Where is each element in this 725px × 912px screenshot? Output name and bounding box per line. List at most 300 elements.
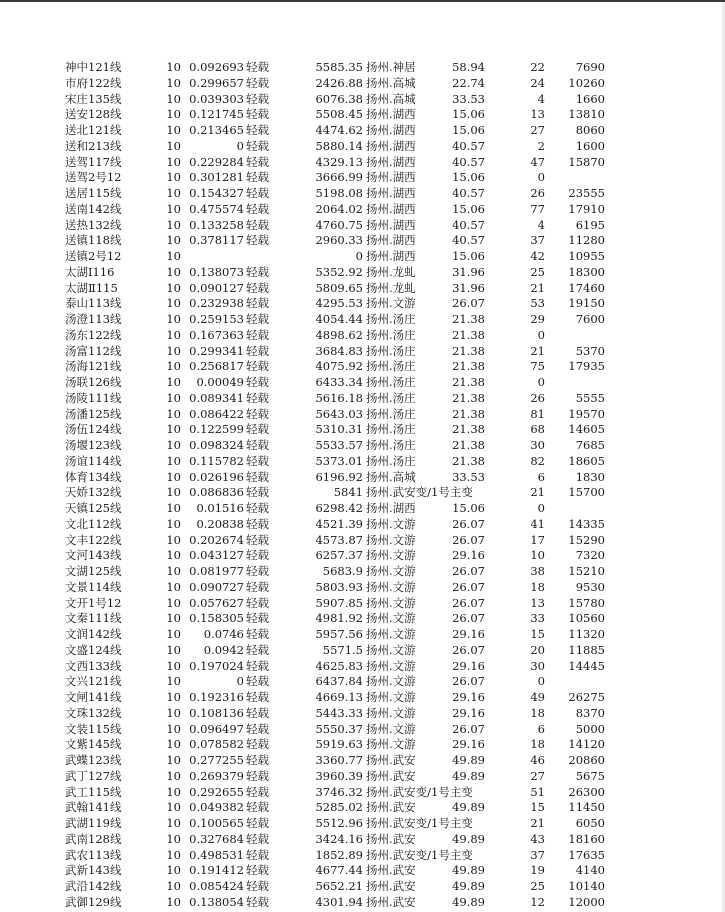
cell-substation: 扬州.武安 xyxy=(366,768,416,783)
cell-line-name: 送居115线 xyxy=(65,186,122,200)
cell-load-status: 轻载 xyxy=(246,359,269,374)
cell-substation: 扬州.汤庄 xyxy=(366,422,416,437)
cell-load-rate: 0.092693 xyxy=(189,60,244,74)
cell-length: 4474.62 xyxy=(315,123,363,137)
cell-line-name: 武沿142线 xyxy=(65,879,122,893)
cell-load-status: 轻载 xyxy=(246,800,269,815)
cell-voltage: 10 xyxy=(166,548,181,563)
cell-voltage: 10 xyxy=(166,422,181,437)
cell-substation: 扬州.武安变/1号主变 xyxy=(366,485,473,500)
cell-line-name: 送安128线 xyxy=(65,107,122,122)
table-row xyxy=(0,863,725,879)
cell-substation: 扬州.汤庄 xyxy=(366,359,416,374)
cell-load-status: 轻载 xyxy=(246,847,269,862)
cell-length: 5533.57 xyxy=(315,438,363,452)
cell-load-status: 轻载 xyxy=(246,894,269,909)
cell-load-rate: 0.121745 xyxy=(189,107,244,122)
table-row xyxy=(0,690,725,706)
table-row xyxy=(0,517,725,533)
cell-count: 0 xyxy=(537,327,545,342)
cell-load-status: 轻载 xyxy=(246,705,269,720)
cell-percent: 21.38 xyxy=(452,312,485,326)
cell-count: 0 xyxy=(537,501,545,515)
cell-load-rate: 0.269379 xyxy=(189,768,244,783)
cell-line-name: 宋庄135线 xyxy=(65,91,122,106)
table-row xyxy=(0,895,725,911)
cell-line-name: 汤富112线 xyxy=(65,343,122,358)
cell-voltage: 10 xyxy=(166,233,181,248)
cell-load-status: 轻载 xyxy=(246,170,269,185)
cell-load-status: 轻载 xyxy=(246,579,269,594)
cell-percent: 29.16 xyxy=(452,690,485,704)
cell-voltage: 10 xyxy=(166,343,181,358)
cell-load-status: 轻载 xyxy=(246,264,269,279)
cell-load-rate: 0.00049 xyxy=(196,375,244,389)
table-row xyxy=(0,202,725,218)
cell-count: 53 xyxy=(530,296,545,311)
cell-length: 5571.5 xyxy=(322,642,363,657)
cell-line-name: 武御129线 xyxy=(65,894,122,909)
cell-voltage: 10 xyxy=(166,123,181,137)
cell-length: 4625.83 xyxy=(315,658,363,673)
cell-count: 25 xyxy=(530,264,545,279)
cell-voltage: 10 xyxy=(166,627,181,641)
cell-line-name: 武蝶123线 xyxy=(65,753,122,767)
cell-load-status: 轻载 xyxy=(246,327,269,342)
cell-capacity: 13810 xyxy=(568,107,605,122)
cell-voltage: 10 xyxy=(166,894,181,909)
cell-load-status: 轻载 xyxy=(246,453,269,468)
cell-line-name: 武农113线 xyxy=(65,847,122,862)
cell-substation: 扬州.高城 xyxy=(366,75,416,90)
cell-length: 5880.14 xyxy=(315,138,363,153)
table-row xyxy=(0,391,725,407)
cell-length: 5683.9 xyxy=(322,564,363,578)
cell-substation: 扬州.湖西 xyxy=(366,186,416,200)
cell-substation: 扬州.武安 xyxy=(366,831,416,846)
cell-voltage: 10 xyxy=(166,768,181,783)
cell-count: 13 xyxy=(530,107,545,122)
table-row xyxy=(0,344,725,360)
cell-percent: 31.96 xyxy=(452,280,485,295)
cell-voltage: 10 xyxy=(166,186,181,200)
cell-load-status: 轻载 xyxy=(246,60,269,74)
cell-percent: 22.74 xyxy=(452,75,485,90)
cell-count: 27 xyxy=(530,123,545,137)
cell-load-status: 轻载 xyxy=(246,642,269,657)
cell-load-rate: 0.154327 xyxy=(189,186,244,200)
cell-percent: 49.89 xyxy=(452,768,485,783)
cell-voltage: 10 xyxy=(166,705,181,720)
cell-load-status: 轻载 xyxy=(246,863,269,878)
cell-capacity: 14445 xyxy=(568,658,605,673)
cell-load-status: 轻载 xyxy=(246,123,269,137)
cell-line-name: 送驾117线 xyxy=(65,154,122,169)
cell-length: 5907.85 xyxy=(315,595,363,610)
cell-substation: 扬州.湖西 xyxy=(366,201,416,216)
cell-load-status: 轻载 xyxy=(246,595,269,610)
cell-line-name: 市府122线 xyxy=(65,75,122,90)
cell-substation: 扬州.文游 xyxy=(366,658,416,673)
cell-substation: 扬州.湖西 xyxy=(366,233,416,248)
cell-percent: 21.38 xyxy=(452,390,485,405)
cell-capacity: 10260 xyxy=(568,75,605,90)
cell-line-name: 武丁127线 xyxy=(65,768,122,783)
cell-length: 4521.39 xyxy=(315,516,363,531)
cell-length: 5285.02 xyxy=(315,800,363,815)
cell-count: 22 xyxy=(530,60,545,74)
cell-substation: 扬州.汤庄 xyxy=(366,327,416,342)
cell-substation: 扬州.武安变/1号主变 xyxy=(366,847,473,862)
cell-voltage: 10 xyxy=(166,453,181,468)
cell-length: 5957.56 xyxy=(315,627,363,641)
cell-line-name: 汤伍124线 xyxy=(65,422,122,437)
cell-length: 5585.35 xyxy=(315,60,363,74)
cell-voltage: 10 xyxy=(166,217,181,232)
cell-count: 68 xyxy=(530,422,545,437)
cell-load-rate: 0.057627 xyxy=(189,595,244,610)
cell-line-name: 文景114线 xyxy=(65,579,122,594)
cell-line-name: 太湖Ⅱ115 xyxy=(65,280,118,295)
table-row xyxy=(0,438,725,454)
cell-capacity: 20860 xyxy=(568,753,605,767)
cell-load-rate: 0.026196 xyxy=(189,469,244,484)
cell-capacity: 7685 xyxy=(575,438,605,452)
cell-count: 77 xyxy=(530,201,545,216)
table-row xyxy=(0,753,725,769)
cell-count: 6 xyxy=(537,469,545,484)
cell-count: 27 xyxy=(530,768,545,783)
cell-voltage: 10 xyxy=(166,390,181,405)
cell-line-name: 送镇2号12 xyxy=(65,249,122,263)
table-row xyxy=(0,186,725,202)
cell-load-rate: 0.0942 xyxy=(203,642,244,657)
cell-load-status: 轻载 xyxy=(246,186,269,200)
cell-line-name: 文北112线 xyxy=(65,516,122,531)
cell-voltage: 10 xyxy=(166,753,181,767)
cell-count: 30 xyxy=(530,658,545,673)
cell-capacity: 11450 xyxy=(568,800,605,815)
cell-count: 0 xyxy=(537,170,545,185)
cell-length: 6433.34 xyxy=(315,375,363,389)
top-border xyxy=(0,0,725,2)
table-row xyxy=(0,281,725,297)
cell-count: 18 xyxy=(530,579,545,594)
cell-load-rate: 0.232938 xyxy=(189,296,244,311)
cell-substation: 扬州.武安变/1号主变 xyxy=(366,784,473,799)
cell-substation: 扬州.武安 xyxy=(366,753,416,767)
cell-percent: 33.53 xyxy=(452,91,485,106)
cell-substation: 扬州.武安 xyxy=(366,894,416,909)
cell-load-status: 轻载 xyxy=(246,390,269,405)
cell-load-rate: 0.229284 xyxy=(189,154,244,169)
cell-count: 18 xyxy=(530,705,545,720)
cell-load-status: 轻载 xyxy=(246,674,269,689)
cell-load-status: 轻载 xyxy=(246,501,269,515)
cell-voltage: 10 xyxy=(166,359,181,374)
cell-length: 5373.01 xyxy=(315,453,363,468)
cell-length: 4677.44 xyxy=(315,863,363,878)
cell-count: 13 xyxy=(530,595,545,610)
cell-substation: 扬州.文游 xyxy=(366,611,416,626)
cell-length: 4075.92 xyxy=(315,359,363,374)
cell-load-status: 轻载 xyxy=(246,217,269,232)
cell-load-rate: 0.01516 xyxy=(196,501,244,515)
cell-voltage: 10 xyxy=(166,847,181,862)
cell-voltage: 10 xyxy=(166,642,181,657)
cell-substation: 扬州.汤庄 xyxy=(366,438,416,452)
cell-percent: 15.06 xyxy=(452,123,485,137)
cell-capacity: 10560 xyxy=(568,611,605,626)
cell-line-name: 文湖125线 xyxy=(65,564,122,578)
cell-line-name: 文西133线 xyxy=(65,658,122,673)
cell-length: 6298.42 xyxy=(315,501,363,515)
table-row xyxy=(0,218,725,234)
cell-count: 46 xyxy=(530,753,545,767)
cell-length: 3746.32 xyxy=(315,784,363,799)
cell-voltage: 10 xyxy=(166,107,181,122)
cell-percent: 21.38 xyxy=(452,375,485,389)
cell-voltage: 10 xyxy=(166,280,181,295)
cell-length: 1852.89 xyxy=(315,847,363,862)
cell-length: 5616.18 xyxy=(315,390,363,405)
cell-load-rate: 0.138054 xyxy=(189,894,244,909)
table-row xyxy=(0,879,725,895)
cell-voltage: 10 xyxy=(166,60,181,74)
cell-load-rate: 0.086836 xyxy=(189,485,244,500)
cell-substation: 扬州.文游 xyxy=(366,564,416,578)
cell-count: 51 xyxy=(530,784,545,799)
cell-line-name: 神中121线 xyxy=(65,60,122,74)
cell-capacity: 18160 xyxy=(568,831,605,846)
table-row xyxy=(0,92,725,108)
cell-load-rate: 0.049382 xyxy=(189,800,244,815)
cell-substation: 扬州.汤庄 xyxy=(366,375,416,389)
cell-voltage: 10 xyxy=(166,375,181,389)
cell-length: 4760.75 xyxy=(315,217,363,232)
cell-percent: 15.06 xyxy=(452,501,485,515)
cell-substation: 扬州.文游 xyxy=(366,690,416,704)
cell-substation: 扬州.湖西 xyxy=(366,249,416,263)
cell-load-rate: 0 xyxy=(236,138,244,153)
cell-load-rate: 0.090727 xyxy=(189,579,244,594)
cell-percent: 58.94 xyxy=(452,60,485,74)
cell-line-name: 武南128线 xyxy=(65,831,122,846)
cell-capacity: 19570 xyxy=(568,406,605,421)
cell-count: 21 xyxy=(530,280,545,295)
cell-count: 21 xyxy=(530,816,545,830)
table-row xyxy=(0,265,725,281)
cell-capacity: 14605 xyxy=(568,422,605,437)
cell-length: 4669.13 xyxy=(315,690,363,704)
cell-length: 3424.16 xyxy=(315,831,363,846)
cell-capacity: 19150 xyxy=(568,296,605,311)
cell-line-name: 文秦111线 xyxy=(65,611,122,626)
cell-line-name: 文装115线 xyxy=(65,721,122,736)
cell-percent: 21.38 xyxy=(452,422,485,437)
cell-percent: 26.07 xyxy=(452,595,485,610)
table-row xyxy=(0,596,725,612)
cell-load-status: 轻载 xyxy=(246,107,269,122)
table-row xyxy=(0,485,725,501)
cell-capacity: 15700 xyxy=(568,485,605,500)
cell-line-name: 汤陵111线 xyxy=(65,390,122,405)
cell-length: 2960.33 xyxy=(315,233,363,248)
cell-line-name: 送南142线 xyxy=(65,201,122,216)
cell-voltage: 10 xyxy=(166,737,181,752)
cell-substation: 扬州.汤庄 xyxy=(366,312,416,326)
cell-voltage: 10 xyxy=(166,674,181,689)
cell-capacity: 18300 xyxy=(568,264,605,279)
cell-load-rate: 0.301281 xyxy=(189,170,244,185)
cell-voltage: 10 xyxy=(166,816,181,830)
cell-load-status: 轻载 xyxy=(246,784,269,799)
cell-capacity: 6050 xyxy=(575,816,605,830)
cell-substation: 扬州.湖西 xyxy=(366,501,416,515)
cell-load-rate: 0.090127 xyxy=(189,280,244,295)
cell-length: 4295.53 xyxy=(315,296,363,311)
cell-substation: 扬州.湖西 xyxy=(366,170,416,185)
cell-voltage: 10 xyxy=(166,201,181,216)
cell-capacity: 26300 xyxy=(568,784,605,799)
cell-line-name: 文珠132线 xyxy=(65,705,122,720)
table-row xyxy=(0,107,725,123)
cell-load-rate: 0.081977 xyxy=(189,564,244,578)
table-row xyxy=(0,123,725,139)
cell-length: 5841 xyxy=(333,485,363,500)
cell-length: 6257.37 xyxy=(315,548,363,563)
cell-percent: 40.57 xyxy=(452,217,485,232)
cell-load-rate: 0.197024 xyxy=(189,658,244,673)
cell-capacity: 14335 xyxy=(568,516,605,531)
cell-voltage: 10 xyxy=(166,312,181,326)
cell-load-rate: 0.039303 xyxy=(189,91,244,106)
cell-voltage: 10 xyxy=(166,264,181,279)
cell-percent: 21.38 xyxy=(452,406,485,421)
cell-line-name: 送镇118线 xyxy=(65,233,122,248)
cell-percent: 31.96 xyxy=(452,264,485,279)
cell-substation: 扬州.汤庄 xyxy=(366,406,416,421)
table-row xyxy=(0,816,725,832)
cell-count: 26 xyxy=(530,186,545,200)
cell-line-name: 汤联126线 xyxy=(65,375,122,389)
cell-count: 6 xyxy=(537,721,545,736)
cell-voltage: 10 xyxy=(166,516,181,531)
cell-load-status: 轻载 xyxy=(246,233,269,248)
cell-load-rate: 0.089341 xyxy=(189,390,244,405)
cell-voltage: 10 xyxy=(166,91,181,106)
cell-percent: 40.57 xyxy=(452,233,485,248)
cell-line-name: 文润142线 xyxy=(65,627,122,641)
table-row xyxy=(0,375,725,391)
cell-load-rate: 0.138073 xyxy=(189,264,244,279)
cell-percent: 15.06 xyxy=(452,201,485,216)
cell-load-status: 轻载 xyxy=(246,201,269,216)
cell-voltage: 10 xyxy=(166,831,181,846)
cell-capacity: 11885 xyxy=(568,642,605,657)
cell-voltage: 10 xyxy=(166,690,181,704)
cell-line-name: 文兴121线 xyxy=(65,674,122,689)
cell-percent: 21.38 xyxy=(452,359,485,374)
cell-percent: 40.57 xyxy=(452,154,485,169)
cell-length: 4329.13 xyxy=(315,154,363,169)
cell-count: 43 xyxy=(530,831,545,846)
cell-line-name: 送热132线 xyxy=(65,217,122,232)
cell-load-status: 轻载 xyxy=(246,627,269,641)
cell-percent: 15.06 xyxy=(452,170,485,185)
cell-count: 4 xyxy=(537,91,545,106)
cell-length: 5652.21 xyxy=(315,879,363,893)
cell-length: 2064.02 xyxy=(315,201,363,216)
cell-load-status: 轻载 xyxy=(246,485,269,500)
cell-load-status: 轻载 xyxy=(246,831,269,846)
cell-load-status: 轻载 xyxy=(246,438,269,452)
cell-percent: 26.07 xyxy=(452,674,485,689)
cell-voltage: 10 xyxy=(166,564,181,578)
cell-substation: 扬州.文游 xyxy=(366,595,416,610)
cell-load-rate: 0.192316 xyxy=(189,690,244,704)
cell-line-name: 武翰141线 xyxy=(65,800,122,815)
table-row xyxy=(0,674,725,690)
cell-line-name: 送北121线 xyxy=(65,123,122,137)
table-row xyxy=(0,422,725,438)
cell-voltage: 10 xyxy=(166,784,181,799)
cell-count: 21 xyxy=(530,485,545,500)
cell-percent: 26.07 xyxy=(452,516,485,531)
cell-count: 15 xyxy=(530,800,545,815)
table-row xyxy=(0,533,725,549)
cell-load-status: 轻载 xyxy=(246,611,269,626)
cell-substation: 扬州.文游 xyxy=(366,737,416,752)
cell-percent: 26.07 xyxy=(452,296,485,311)
cell-substation: 扬州.文游 xyxy=(366,642,416,657)
cell-count: 21 xyxy=(530,343,545,358)
cell-capacity: 18605 xyxy=(568,453,605,468)
table-row xyxy=(0,501,725,517)
cell-substation: 扬州.湖西 xyxy=(366,123,416,137)
table-row xyxy=(0,312,725,328)
cell-percent: 49.89 xyxy=(452,753,485,767)
cell-count: 4 xyxy=(537,217,545,232)
cell-substation: 扬州.高城 xyxy=(366,469,416,484)
cell-capacity: 17635 xyxy=(568,847,605,862)
table-row xyxy=(0,170,725,186)
cell-count: 37 xyxy=(530,233,545,248)
cell-length: 2426.88 xyxy=(315,75,363,90)
cell-substation: 扬州.武安变/1号主变 xyxy=(366,816,473,830)
cell-voltage: 10 xyxy=(166,658,181,673)
cell-substation: 扬州.湖西 xyxy=(366,217,416,232)
table-row xyxy=(0,328,725,344)
cell-substation: 扬州.湖西 xyxy=(366,154,416,169)
cell-capacity: 15870 xyxy=(568,154,605,169)
cell-load-rate: 0.078582 xyxy=(189,737,244,752)
cell-load-status: 轻载 xyxy=(246,138,269,153)
table-row xyxy=(0,76,725,92)
cell-voltage: 10 xyxy=(166,406,181,421)
cell-load-rate: 0.259153 xyxy=(189,312,244,326)
cell-percent: 29.16 xyxy=(452,705,485,720)
cell-voltage: 10 xyxy=(166,249,181,263)
cell-substation: 扬州.龙虬 xyxy=(366,280,416,295)
cell-load-rate: 0.20838 xyxy=(196,516,244,531)
cell-percent: 49.89 xyxy=(452,879,485,893)
cell-load-rate: 0.115782 xyxy=(189,453,244,468)
table-row xyxy=(0,611,725,627)
cell-line-name: 汤堰123线 xyxy=(65,438,122,452)
cell-length: 5643.03 xyxy=(315,406,363,421)
table-row xyxy=(0,470,725,486)
